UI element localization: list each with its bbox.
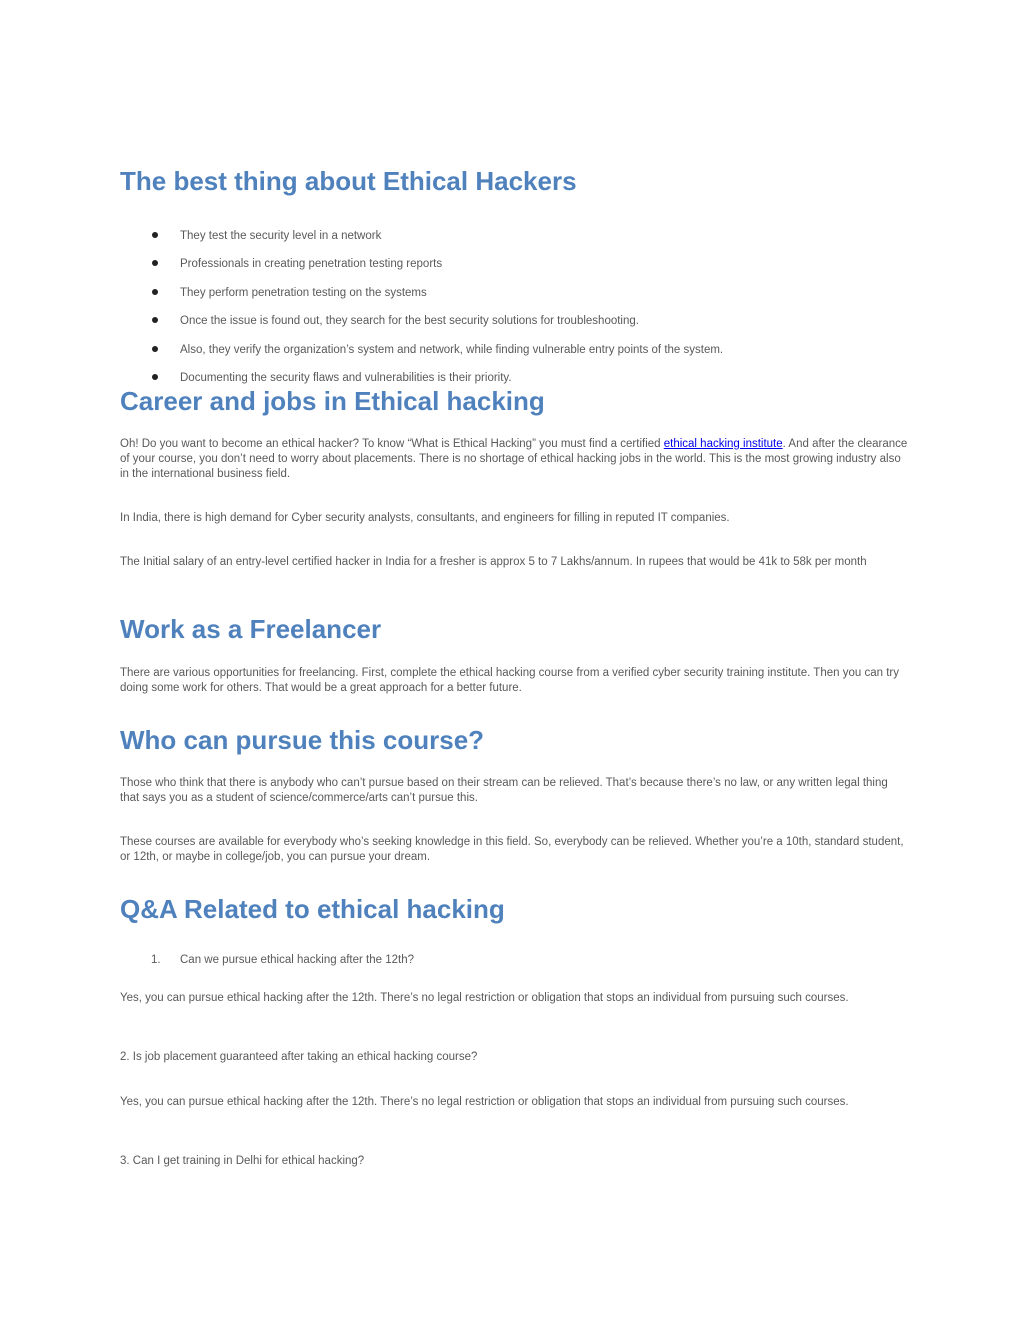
- bullet-text: Documenting the security flaws and vulnerabilities is their priority.: [180, 372, 512, 384]
- heading-best-thing: The best thing about Ethical Hackers: [120, 166, 577, 196]
- bullet-dot-icon: [152, 346, 158, 352]
- qa-question-2: 2. Is job placement guaranteed after taking an ethical hacking course?: [120, 1051, 478, 1063]
- career-paragraph-2: In India, there is high demand for Cyber security analysts, consultants, and engineers for filling in reputed IT companies.: [120, 512, 730, 524]
- bullet-text: Professionals in creating penetration testing reports: [180, 258, 443, 270]
- bullet-text: Also, they verify the organization’s system and network, while finding vulnerable entry points of the system.: [180, 344, 724, 356]
- bullet-dot-icon: [152, 232, 158, 238]
- bullet-text: They test the security level in a network: [180, 230, 382, 242]
- bullet-dot-icon: [152, 317, 158, 323]
- qa-question-3: 3. Can I get training in Delhi for ethical hacking?: [120, 1155, 365, 1167]
- career-paragraph-1-end: . And after the clearance of your course, you don’t need to worry about placements. There is no shortage of ethical hacking jobs in the world. This is the most growing industry also in the international business field.: [120, 438, 908, 480]
- heading-who-can-pursue: Who can pursue this course?: [120, 725, 485, 755]
- bullet-dot-icon: [152, 374, 158, 380]
- who-paragraph-1: Those who think that there is anybody who can’t pursue based on their stream can be relieved. That’s because there’s no law, or any written legal thing that says you as a student of science/commerce/arts can’t pursue this.: [120, 777, 888, 804]
- list-number: 1.: [151, 954, 161, 966]
- bullet-text: They perform penetration testing on the systems: [180, 287, 427, 299]
- career-paragraph-3: The Initial salary of an entry-level certified hacker in India for a fresher is approx 5 to 7 Lakhs/annum. In rupees that would be 41k to 58k per month: [120, 556, 867, 568]
- heading-qa: Q&A Related to ethical hacking: [120, 894, 505, 924]
- freelancer-paragraph: There are various opportunities for freelancing. First, complete the ethical hacking course from a verified cyber security training institute. Then you can try doing some work for others. That would be a great approach for a better future.: [120, 667, 899, 694]
- career-paragraph-1: [120, 437, 910, 482]
- career-paragraph-1-start: Oh! Do you want to become an ethical hacker? To know “What is Ethical Hacking” you must find a certified: [120, 438, 664, 450]
- who-paragraph-2: These courses are available for everybody who’s seeking knowledge in this field. So, everybody can be relieved. Whether you’re a 10th, standard student, or 12th, or maybe in college/job, you can pursue your dream.: [120, 836, 904, 863]
- ethical-hacking-institute-link[interactable]: ethical hacking institute: [663, 438, 783, 450]
- bullet-dot-icon: [152, 289, 158, 295]
- bullet-dot-icon: [152, 260, 158, 266]
- qa-answer-1: Yes, you can pursue ethical hacking after the 12th. There’s no legal restriction or obligation that stops an individual from pursuing such courses.: [120, 992, 849, 1004]
- qa-answer-2: Yes, you can pursue ethical hacking after the 12th. There’s no legal restriction or obligation that stops an individual from pursuing such courses.: [120, 1096, 849, 1108]
- bullet-text: Once the issue is found out, they search for the best security solutions for troubleshooting.: [180, 315, 639, 327]
- heading-freelancer: Work as a Freelancer: [120, 614, 382, 644]
- question-text: Can we pursue ethical hacking after the 12th?: [180, 954, 414, 966]
- heading-career: Career and jobs in Ethical hacking: [120, 386, 545, 416]
